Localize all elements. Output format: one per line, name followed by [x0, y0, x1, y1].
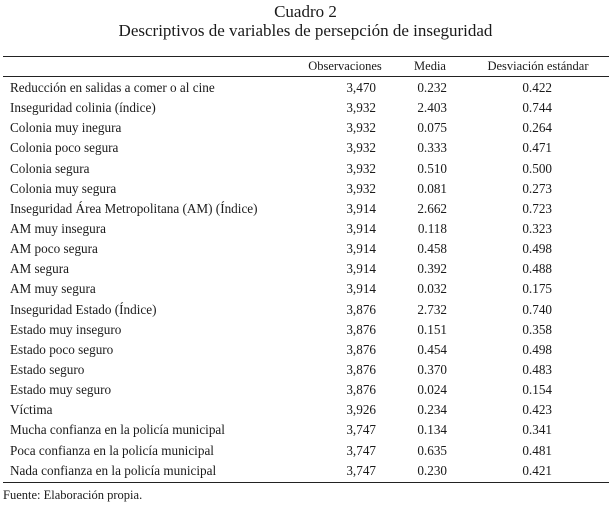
cell-variable: Mucha confianza en la policía municipal: [10, 422, 225, 438]
cell-std: 0.744: [522, 100, 552, 116]
table-row: [0, 441, 611, 461]
cell-observations: 3,914: [346, 261, 376, 277]
table-caption-title: Descriptivos de variables de persepción de inseguridad: [118, 21, 493, 40]
cell-std: 0.422: [522, 80, 552, 95]
table-row: [0, 259, 611, 279]
cell-variable: Inseguridad Área Metropolitana (AM) (Índice): [10, 200, 258, 216]
cell-mean: 0.370: [417, 361, 447, 377]
cell-mean: 0.454: [417, 341, 447, 357]
table-row: [0, 461, 611, 481]
cell-variable: Inseguridad colinia (índice): [10, 100, 156, 116]
cell-observations: 3,470: [346, 80, 376, 95]
cell-mean: 0.232: [417, 80, 447, 95]
cell-std: 0.264: [522, 120, 552, 136]
cell-std: 0.498: [522, 241, 552, 257]
cell-variable: Estado muy inseguro: [10, 321, 122, 337]
cell-mean: 0.333: [417, 140, 447, 156]
cell-mean: 0.635: [417, 442, 447, 458]
cell-std: 0.273: [522, 180, 552, 196]
cell-variable: Nada confianza en la policía municipal: [10, 462, 217, 478]
column-header-observations: Observaciones: [308, 59, 382, 73]
cell-mean: 0.151: [417, 321, 447, 337]
cell-std: 0.740: [522, 301, 552, 317]
cell-std: 0.323: [522, 220, 552, 236]
cell-std: 0.471: [522, 140, 552, 156]
cell-observations: 3,747: [346, 442, 376, 458]
table-row: [0, 219, 611, 239]
table-row: [0, 179, 611, 199]
cell-observations: 3,932: [346, 120, 376, 136]
table-top-rule: [3, 56, 609, 57]
cell-std: 0.421: [522, 462, 552, 478]
cell-variable: AM poco segura: [10, 241, 98, 257]
table-row: [0, 340, 611, 360]
table-row: [0, 300, 611, 320]
cell-variable: Colonia segura: [10, 160, 90, 176]
table-row: [0, 320, 611, 340]
cell-observations: 3,914: [346, 241, 376, 257]
cell-std: 0.483: [522, 361, 552, 377]
cell-variable: Estado seguro: [10, 361, 85, 377]
cell-mean: 0.230: [417, 462, 447, 478]
table-row: [0, 98, 611, 118]
cell-std: 0.500: [522, 160, 552, 176]
cell-mean: 0.032: [417, 281, 447, 297]
table-source-note: Fuente: Elaboración propia.: [3, 488, 143, 502]
table-row: [0, 400, 611, 420]
table-row: [0, 380, 611, 400]
cell-std: 0.175: [522, 281, 552, 297]
cell-observations: 3,876: [346, 301, 376, 317]
cell-observations: 3,876: [346, 321, 376, 337]
cell-observations: 3,926: [346, 402, 376, 418]
table-body: [0, 78, 611, 481]
table-caption-number: Cuadro 2: [274, 2, 337, 21]
cell-std: 0.341: [522, 422, 552, 438]
cell-mean: 0.510: [417, 160, 447, 176]
cell-variable: AM segura: [10, 261, 69, 277]
cell-std: 0.723: [522, 200, 552, 216]
cell-observations: 3,914: [346, 200, 376, 216]
cell-variable: AM muy insegura: [10, 220, 106, 236]
cell-mean: 2.732: [417, 301, 447, 317]
table-row: [0, 360, 611, 380]
table-row: [0, 159, 611, 179]
table-row: [0, 420, 611, 440]
cell-mean: 2.403: [417, 100, 447, 116]
table-header-rule: [3, 76, 609, 77]
cell-std: 0.154: [522, 382, 552, 398]
table-bottom-rule: [3, 482, 609, 483]
column-header-std: Desviación estándar: [487, 59, 589, 73]
cell-mean: 0.118: [417, 220, 447, 236]
table-row: [0, 239, 611, 259]
table-row: [0, 199, 611, 219]
cell-variable: Poca confianza en la policía municipal: [10, 442, 214, 458]
cell-mean: 0.075: [417, 120, 447, 136]
cell-mean: 0.234: [417, 402, 447, 418]
cell-variable: Reducción en salidas a comer o al cine: [10, 80, 215, 95]
cell-mean: 2.662: [417, 200, 447, 216]
cell-std: 0.498: [522, 341, 552, 357]
cell-variable: Estado muy seguro: [10, 382, 112, 398]
cell-observations: 3,876: [346, 341, 376, 357]
cell-std: 0.423: [522, 402, 552, 418]
cell-observations: 3,747: [346, 462, 376, 478]
table-row: [0, 279, 611, 299]
cell-variable: AM muy segura: [10, 281, 96, 297]
cell-mean: 0.024: [417, 382, 447, 398]
cell-std: 0.358: [522, 321, 552, 337]
cell-observations: 3,932: [346, 100, 376, 116]
cell-observations: 3,876: [346, 382, 376, 398]
cell-observations: 3,932: [346, 140, 376, 156]
cell-std: 0.481: [522, 442, 552, 458]
cell-observations: 3,914: [346, 220, 376, 236]
cell-variable: Víctima: [10, 402, 53, 418]
cell-variable: Colonia muy segura: [10, 180, 117, 196]
column-header-mean: Media: [414, 59, 446, 73]
cell-observations: 3,932: [346, 180, 376, 196]
cell-mean: 0.134: [417, 422, 447, 438]
cell-observations: 3,914: [346, 281, 376, 297]
cell-variable: Inseguridad Estado (Índice): [10, 301, 157, 317]
table-row: [0, 78, 611, 98]
cell-variable: Colonia muy inegura: [10, 120, 122, 136]
cell-mean: 0.392: [417, 261, 447, 277]
cell-mean: 0.458: [417, 241, 447, 257]
cell-observations: 3,876: [346, 361, 376, 377]
cell-observations: 3,932: [346, 160, 376, 176]
cell-std: 0.488: [522, 261, 552, 277]
cell-observations: 3,747: [346, 422, 376, 438]
cell-variable: Estado poco seguro: [10, 341, 114, 357]
cell-mean: 0.081: [417, 180, 447, 196]
table-row: [0, 118, 611, 138]
table-row: [0, 138, 611, 158]
cell-variable: Colonia poco segura: [10, 140, 119, 156]
